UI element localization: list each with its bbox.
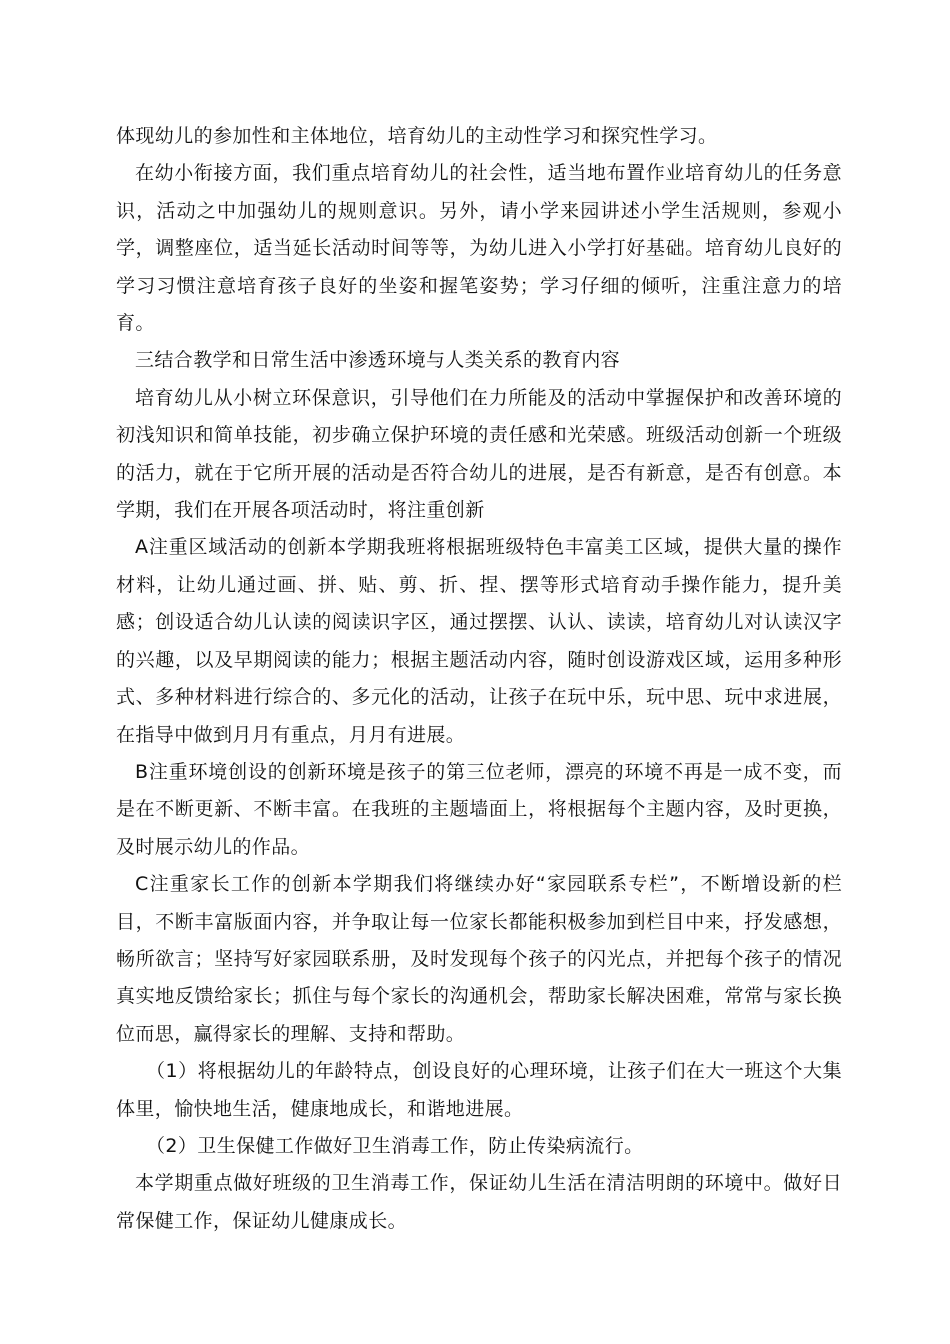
list-item-2: （2）卫生保健工作做好卫生消毒工作，防止传染病流行。 <box>146 1134 644 1157</box>
paragraph-2: 在幼小衔接方面，我们重点培育幼儿的社会性，适当地布置作业培育幼儿的任务意识，活动之中加强幼儿的规则意识。另外，请小学来园讲述小学生活规则，参观小学，调整座位，适当延长活动时间等等，为幼儿进入小学打好基础。培育幼儿良好的学习习惯注意培育孩子良好的坐姿和握笔姿势；学习仔细的倾听，注重注意力的培育。 <box>116 162 842 335</box>
section-heading: 三结合教学和日常生活中渗透环境与人类关系的教育内容 <box>135 349 621 372</box>
paragraph-a: A注重区域活动的创新本学期我班将根据班级特色丰富美工区域，提供大量的操作材料，让幼儿通过画、拼、贴、剪、折、捏、摆等形式培育动手操作能力，提升美感；创设适合幼儿认读的阅读识字区，通过摆摆、认认、读读，培育幼儿对认读汉字的兴趣，以及早期阅读的能力；根据主题活动内容，随时创设游戏区域，运用多种形式、多种材料进行综合的、多元化的活动，让孩子在玩中乐，玩中思、玩中求进展，在指导中做到月月有重点，月月有进展。 <box>116 536 842 746</box>
paragraph-c: C注重家长工作的创新本学期我们将继续办好“家园联系专栏”，不断增设新的栏目，不断丰富版面内容，并争取让每一位家长都能积极参加到栏目中来，抒发感想，畅所欲言；坚持写好家园联系册，及时发现每个孩子的闪光点，并把每个孩子的情况真实地反馈给家长；抓住与每个家长的沟通机会，帮助家长解决困难，常常与家长换位而思，赢得家长的理解、支持和帮助。 <box>116 873 842 1045</box>
paragraph-3: 培育幼儿从小树立环保意识，引导他们在力所能及的活动中掌握保护和改善环境的初浅知识和简单技能，初步确立保护环境的责任感和光荣感。班级活动创新一个班级的活力，就在于它所开展的活动是否符合幼儿的进展，是否有新意，是否有创意。本学期，我们在开展各项活动时，将注重创新 <box>116 386 842 522</box>
paragraph-1: 体现幼儿的参加性和主体地位，培育幼儿的主动性学习和探究性学习。 <box>116 125 718 147</box>
document-body <box>116 118 842 1240</box>
paragraph-b: B注重环境创设的创新环境是孩子的第三位老师，漂亮的环境不再是一成不变，而是在不断更新、不断丰富。在我班的主题墙面上，将根据每个主题内容，及时更换，及时展示幼儿的作品。 <box>116 760 842 858</box>
paragraph-final: 本学期重点做好班级的卫生消毒工作，保证幼儿生活在清洁明朗的环境中。做好日常保健工作，保证幼儿健康成长。 <box>116 1172 842 1232</box>
list-item-1: （1）将根据幼儿的年龄特点，创设良好的心理环境，让孩子们在大一班这个大集体里，愉快地生活，健康地成长，和谐地进展。 <box>116 1060 842 1120</box>
